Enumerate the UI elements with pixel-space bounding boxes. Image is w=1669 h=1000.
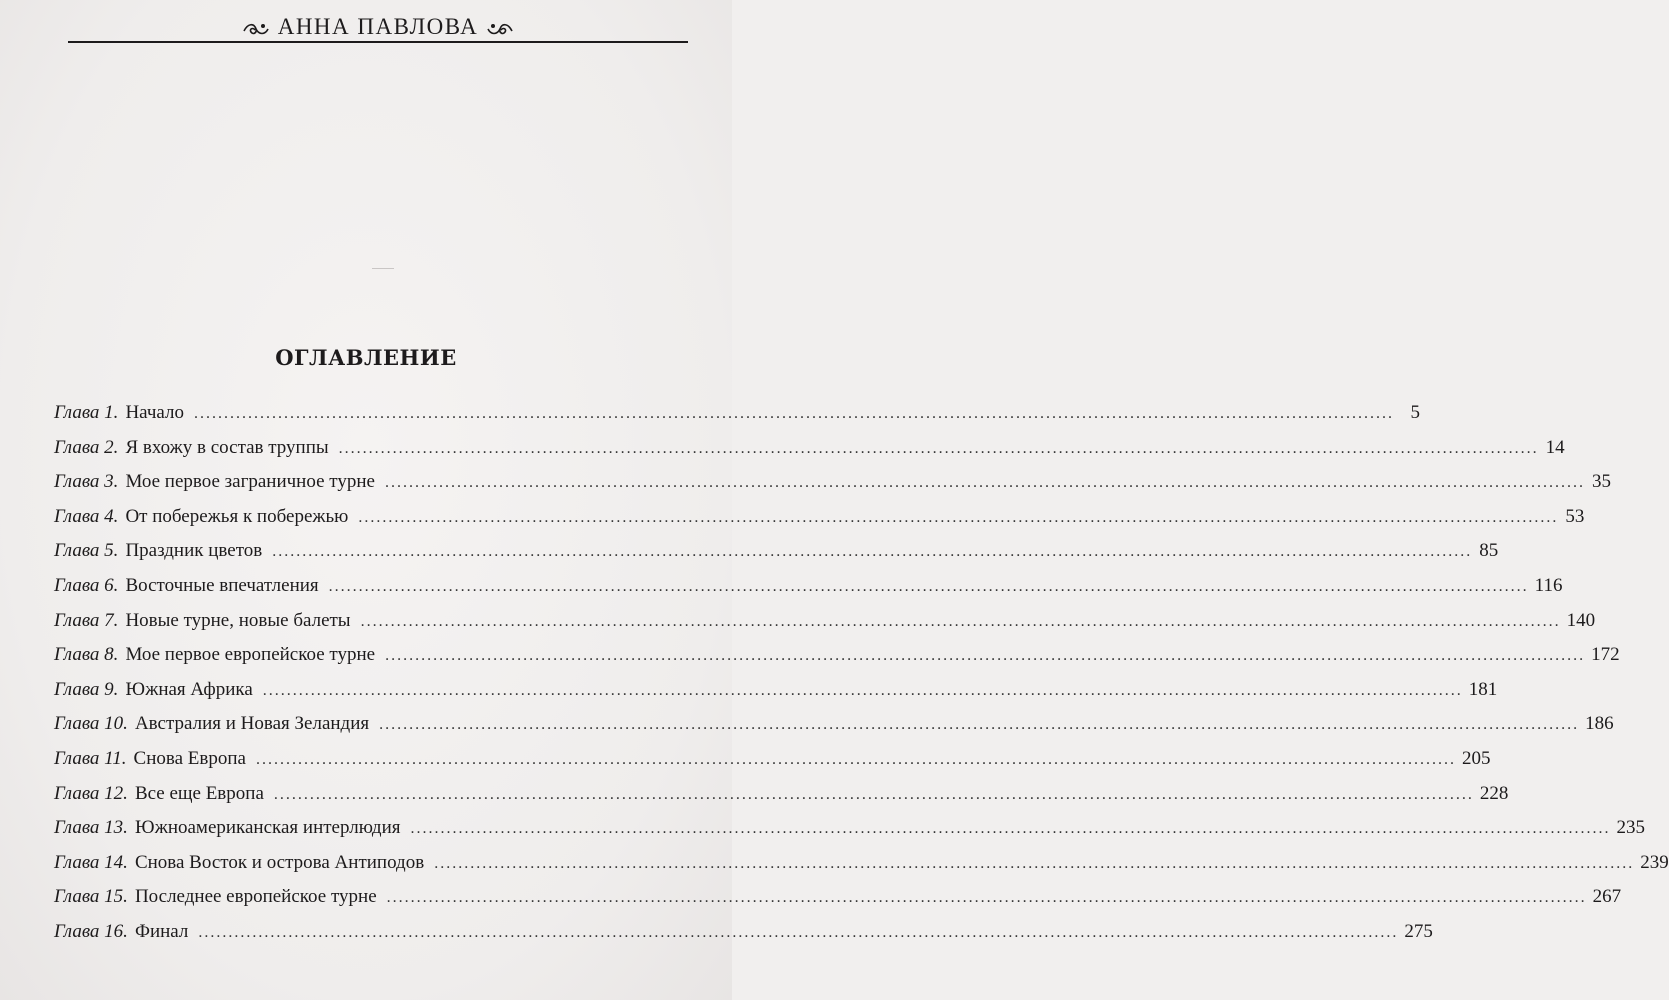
dot-leader: ........................................................................................................................................................................................................ (255, 750, 1456, 768)
dot-leader: ........................................................................................................................................................................................................ (360, 612, 1561, 630)
chapter-number: Глава 1. (54, 402, 119, 423)
dot-leader: ........................................................................................................................................................................................................ (384, 474, 1585, 492)
page-number: 267 (1592, 886, 1622, 908)
chapter-number: Глава 9. (54, 678, 119, 700)
page-number: 35 (1591, 471, 1611, 493)
toc-entry[interactable] (54, 747, 1491, 783)
chapter-title: Я вхожу в состав труппы (125, 436, 329, 458)
page-number: 5 (1410, 402, 1420, 423)
chapter-title: Южная Африка (125, 678, 253, 700)
page-number: 235 (1616, 817, 1646, 839)
running-title: АННА ПАВЛОВА (277, 14, 479, 39)
chapter-title: Праздник цветов (125, 540, 263, 562)
chapter-title: Восточные впечатления (125, 574, 319, 596)
chapter-number: Глава 15. (54, 886, 128, 908)
dot-leader: ........................................................................................................................................................................................................ (272, 543, 1473, 561)
toc-entry[interactable] (54, 402, 1420, 437)
page-number: 186 (1585, 713, 1614, 735)
chapter-title: Финал (134, 920, 189, 942)
dot-leader: ........................................................................................................................................................................................................ (385, 647, 1586, 665)
dot-leader: ........................................................................................................................................................................................................ (338, 439, 1539, 457)
chapter-title: Последнее европейское турне (134, 886, 377, 908)
toc-entry[interactable] (54, 920, 1433, 956)
chapter-number: Глава 7. (54, 609, 119, 631)
page-number: 140 (1566, 609, 1596, 631)
running-header (68, 12, 688, 42)
toc-entry[interactable] (54, 782, 1509, 818)
toc-entry[interactable] (54, 713, 1614, 748)
page-number: 53 (1565, 505, 1585, 527)
chapter-number: Глава 6. (54, 574, 119, 596)
ornament-flourish-icon (242, 19, 270, 39)
chapter-number: Глава 16. (54, 920, 128, 942)
toc-title: ОГЛАВЛЕНИЕ (275, 345, 457, 370)
chapter-number: Глава 2. (54, 436, 119, 458)
toc-entry[interactable] (54, 817, 1646, 852)
dot-leader: ........................................................................................................................................................................................................ (262, 681, 1463, 699)
toc-entry[interactable] (54, 505, 1585, 541)
toc-entry[interactable] (54, 574, 1563, 610)
dot-leader: ........................................................................................................................................................................................................ (410, 820, 1611, 838)
chapter-number: Глава 11. (54, 747, 127, 769)
chapter-title: Мое первое заграничное турне (125, 471, 375, 493)
ornament-flourish-icon (486, 19, 514, 39)
dot-leader: ........................................................................................................................................................................................................ (328, 577, 1529, 595)
page-number: 275 (1404, 920, 1433, 942)
toc-entry[interactable] (54, 471, 1611, 506)
toc-entry[interactable] (54, 609, 1596, 645)
chapter-number: Глава 10. (54, 713, 128, 735)
chapter-title: Начало (125, 402, 184, 423)
chapter-number: Глава 4. (54, 505, 119, 527)
toc-entry[interactable] (54, 540, 1499, 575)
toc-entry[interactable] (54, 644, 1620, 679)
chapter-number: Глава 13. (54, 817, 128, 839)
chapter-number: Глава 12. (54, 782, 128, 804)
toc-entry[interactable] (54, 886, 1622, 921)
dot-leader: ........................................................................................................................................................................................................ (358, 508, 1559, 526)
chapter-title: Новые турне, новые балеты (125, 609, 351, 631)
page-number: 181 (1468, 678, 1498, 700)
chapter-title: Снова Европа (133, 747, 246, 769)
dot-leader: ........................................................................................................................................................................................................ (434, 854, 1635, 872)
chapter-number: Глава 8. (54, 644, 119, 666)
dot-leader: ........................................................................................................................................................................................................ (386, 889, 1587, 907)
chapter-title: Все еще Европа (134, 782, 264, 804)
page-number: 116 (1534, 574, 1563, 596)
header-rule (68, 41, 688, 43)
page-number: 228 (1479, 782, 1509, 804)
chapter-title: Южноамериканская интерлюдия (134, 817, 401, 839)
toc-entry[interactable] (54, 851, 1669, 887)
dot-leader: ........................................................................................................................................................................................................ (198, 923, 1399, 941)
toc-entry[interactable] (54, 678, 1498, 714)
page-number: 14 (1545, 436, 1565, 458)
page-number: 172 (1591, 644, 1620, 666)
dot-leader: ........................................................................................................................................................................................................ (273, 785, 1474, 803)
dot-leader: ........................................................................................................................................................................................................ (379, 716, 1580, 734)
toc-entry[interactable] (54, 436, 1565, 472)
toc-list (54, 402, 1669, 956)
chapter-title: Снова Восток и острова Антиподов (134, 851, 425, 873)
chapter-title: От побережья к побережью (125, 505, 349, 527)
page-number: 85 (1479, 540, 1499, 562)
chapter-number: Глава 3. (54, 471, 119, 493)
divider (372, 268, 394, 269)
page-number: 239 (1640, 851, 1669, 873)
chapter-number: Глава 14. (54, 851, 128, 873)
page-number: 205 (1461, 747, 1491, 769)
chapter-title: Австралия и Новая Зеландия (134, 713, 370, 735)
dot-leader: ........................................................................................................................................................................................................ (193, 405, 1394, 422)
chapter-number: Глава 5. (54, 540, 119, 562)
chapter-title: Мое первое европейское турне (125, 644, 376, 666)
